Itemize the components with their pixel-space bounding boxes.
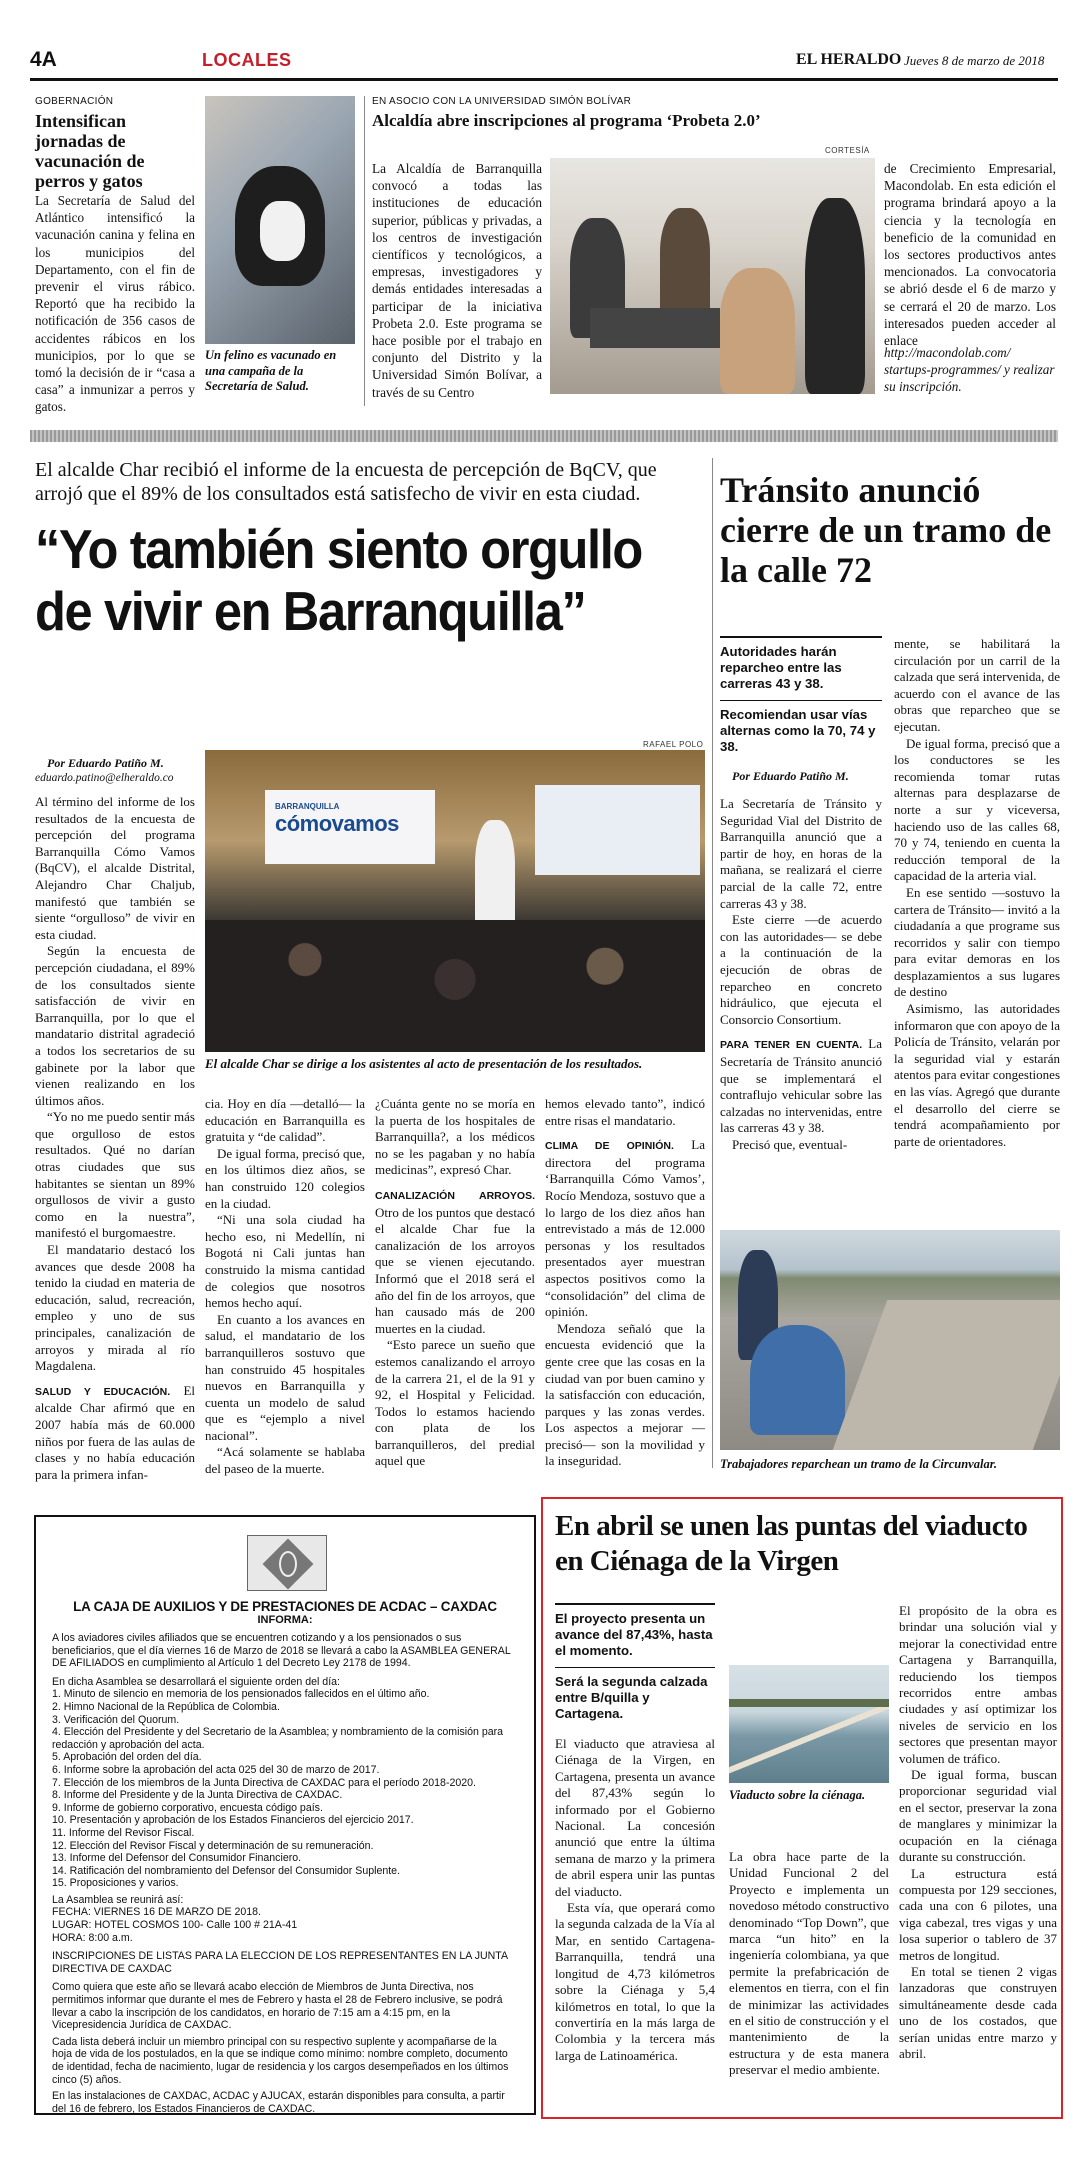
meeting-date: FECHA: VIERNES 16 DE MARZO DE 2018. xyxy=(52,1906,261,1919)
audience xyxy=(205,920,705,1052)
char-col2 xyxy=(205,1096,365,1478)
char-col3 xyxy=(375,1096,535,1470)
meeting-time: HORA: 8:00 a.m. xyxy=(52,1931,133,1944)
char-col1 xyxy=(35,794,195,1483)
ad-paragraph: Como quiera que este año se llevará acabo elección de Miembros de Junta Directiva, nos permitimos informar que durante el mes de Febrero y hasta el 28 de Febrero inclusive, se podrá llevar a cabo la inscripción de los candidatos, en horario de 7:15 am a 4:15 pm, en la Vicepresidencia Jurídica de CAXDAC. xyxy=(52,1981,503,2032)
paragraph: De igual forma, buscan proporcionar seguridad vial en el sector, preservar la zona de manglares y minimizar la ocupación en la ciénaga durante su construcción. xyxy=(899,1767,1057,1865)
story-byline: Por Eduardo Patiño M. xyxy=(47,756,164,770)
paragraph-text: El alcalde Char afirmó que en 2007 había más de 60.000 niños por fuera de las aulas de clases y no había educación para la primera infan- xyxy=(35,1382,195,1482)
story-headline: Intensifican jornadas de vacunación de perros y gatos xyxy=(35,111,145,191)
paragraph: El mandatario destacó los avances que desde 2008 ha tenido la ciudad en materia de educación, salud, recreación, empleo y uno de sus principales, canalización de arroyos y mirada al río Magdalena. xyxy=(35,1242,195,1374)
paragraph: hemos elevado tanto”, indicó entre risas el mandatario. xyxy=(545,1096,705,1128)
viaducto-col1 xyxy=(555,1603,715,2064)
viaducto-col2 xyxy=(729,1849,889,2079)
paragraph: “Ni una sola ciudad ha hecho eso, ni Medellín, ni Bogotá ni Cali juntas han construido la misma cantidad de colegios que nosotros hemos hecho aquí. xyxy=(205,1212,365,1311)
paragraph: Según la encuesta de percepción ciudadana, el 89% de los consultados siente satisfacción de vivir en Barranquilla, por lo que el mandatario distrital agradeció a todos los secretarios de su gabinete por la labor que vienen realizando en los últimos años. xyxy=(35,943,195,1108)
presentation-banner xyxy=(265,790,435,864)
road-workers-photo xyxy=(720,1230,1060,1450)
agenda-item: 4. Elección del Presidente y del Secretario de la Asamblea; y nombramiento de la comisión para redacción y aprobación del acta. xyxy=(52,1726,504,1751)
agenda-item: 11. Informe del Revisor Fiscal. xyxy=(52,1826,195,1839)
story-vaccine xyxy=(35,96,355,415)
section-name: LOCALES xyxy=(202,50,292,70)
meeting-intro: La Asamblea se reunirá así: xyxy=(52,1893,184,1906)
viaduct-structure xyxy=(729,1698,889,1778)
banner-top-text: BARRANQUILLA xyxy=(275,802,340,811)
viaduct-aerial-photo xyxy=(729,1665,889,1783)
transito-col1 xyxy=(720,636,882,1153)
subhead: CANALIZACIÓN ARROYOS. xyxy=(375,1189,535,1202)
person-silhouette xyxy=(720,268,795,394)
paragraph xyxy=(720,1036,882,1137)
probeta-link[interactable]: http://macondolab.com/ startups-programmes/ y realizar su inscripción. xyxy=(884,345,1055,394)
caxdac-ad xyxy=(34,1515,536,2115)
paragraph: “Acá solamente se hablaba del paseo de la muerte. xyxy=(205,1444,365,1477)
story-headline: Tránsito anunció cierre de un tramo de la calle 72 xyxy=(720,470,1052,590)
projection-screen xyxy=(535,785,700,875)
subhead-1: El proyecto presenta un avance del 87,43%, hasta el momento. xyxy=(555,1611,713,1658)
char-col4 xyxy=(545,1096,705,1470)
agenda-item: 14. Ratificación del nombramiento del Defensor del Consumidor Suplente. xyxy=(52,1864,401,1877)
paragraph: El viaducto que atraviesa al Ciénaga de la Virgen, en Cartagena, presenta un avance del 87,43% según lo informado por el Gobierno Nacional. La concesión anunció que entre la última semana de marzo y la primera de abril espera unir las puntas del viaducto. xyxy=(555,1736,715,1899)
column-divider xyxy=(364,96,365,406)
story-headline: Alcaldía abre inscripciones al programa ‘Probeta 2.0’ xyxy=(372,111,761,130)
subhead: PARA TENER EN CUENTA. xyxy=(720,1039,863,1052)
story-byline: Por Eduardo Patiño M. xyxy=(732,769,849,783)
paragraph: ¿Cuánta gente no se moría en la puerta de los hospitales de Barranquilla?, a los médicos no se les pagaban y no había medicinas”, expresó Char. xyxy=(375,1096,535,1178)
agenda-item: 1. Minuto de silencio en memoria de los pensionados fallecidos en el último año. xyxy=(52,1688,430,1701)
worker-figure xyxy=(750,1325,845,1435)
person-silhouette xyxy=(805,198,865,394)
agenda-item: 6. Informe sobre la aprobación del acta 025 del 30 de marzo de 2017. xyxy=(52,1763,380,1776)
ad-title: LA CAJA DE AUXILIOS Y DE PRESTACIONES DE ACDAC – CAXDAC xyxy=(73,1599,497,1614)
paragraph: De igual forma, precisó que, en los últimos diez años, se han construido 120 colegios en la ciudad. xyxy=(205,1145,366,1211)
paragraph: mente, se habilitará la circulación por un carril de la calzada que será intervenida, de acuerdo con el avance de las obras que reparcheo que se ejecutan. xyxy=(894,636,1060,734)
meeting-place: LUGAR: HOTEL COSMOS 100- Calle 100 # 21A-41 xyxy=(52,1919,298,1932)
paragraph: El propósito de la obra es brindar una solución vial y mejorar la conectividad entre Cartagena y Barranquilla, reduciendo los tiempos recorridos entre ambas ciudades y así optimizar los niveles de servicio en los sectores que presentan mayor volumen de tráfico. xyxy=(899,1603,1057,1766)
paragraph-text: Otro de los puntos que destacó el alcalde Char fue la canalización de los arroyos que se vienen ejecutando. Informó que el 2018 será el año del fin de los arroyos, que han causado más de 200 muertes en la ciudad. xyxy=(375,1204,535,1336)
column-divider xyxy=(712,458,713,1468)
story-viaducto xyxy=(541,1497,1063,2119)
section-band xyxy=(30,430,1058,442)
header-rule xyxy=(30,78,1058,81)
probeta-workshop-photo xyxy=(550,158,875,394)
subhead: CLIMA DE OPINIÓN. xyxy=(545,1140,674,1153)
agenda-item: 15. Proposiciones y varios. xyxy=(52,1877,179,1890)
agenda-item: 7. Elección de los miembros de la Junta Directiva de CAXDAC para el período 2018-2020. xyxy=(52,1776,476,1789)
story-char xyxy=(35,458,706,1482)
ad-paragraph: En las instalaciones de CAXDAC, ACDAC y AJUCAX, estarán disponibles para consulta, a partir del 16 de febrero, los Estados Financieros de CAXDAC. xyxy=(52,2090,505,2115)
paragraph: Esta vía, que operará como la segunda calzada de la Vía al Mar, en sentido Cartagena-Barranquilla, tendrá una longitud de 4,73 kilómetros sobre la Ciénaga y 5,4 kilómetros en total, lo que la convertiría en la más larga de Colombia y la tercera más larga de Latinoamérica. xyxy=(555,1900,716,2063)
story-body-col2: de Crecimiento Empresarial, Macondolab. En esta edición el programa brindará apoyo a la ciencia y la tecnología en beneficio de la comunidad en los sectores productivos antes mencionados. La convocatoria se abrió desde el 6 de marzo y se cerrará el 20 de marzo. Los interesados pueden acceder al enlace xyxy=(884,161,1056,349)
story-headline: “Yo también siento orgullo de vivir en Barranquilla” xyxy=(35,518,642,642)
author-email: eduardo.patino@elheraldo.co xyxy=(35,772,174,784)
paragraph: En cuanto a los avances en salud, el mandatario de los barranquilleros sostuvo que han construido 45 hospitales nuevos en Barranquilla y cuenta un modelo de salud que es “ejemplo a nivel nacional”. xyxy=(205,1311,365,1443)
story-probeta xyxy=(372,96,1060,406)
paragraph-text: La directora del programa ‘Barranquilla Cómo Vamos’, Rocío Mendoza, sostuvo que a lo largo de los diez años han entrevistado a más de 12.000 personas y los resultados presentados ayer muestran aspectos positivos como la “consolidación” del clima de opinión. xyxy=(545,1137,706,1320)
paragraph: De igual forma, precisó que a los conductores se les recomienda tomar rutas alternas para desplazarse de norte a sur y viceversa, haciendo uso de las calles 68, 70 y 74, teniendo en cuenta la reducción temporal de la capacidad de la arteria vial. xyxy=(894,735,1060,884)
subhead-rule xyxy=(720,636,882,638)
paragraph: En total se tienen 2 vigas lanzadoras que construyen simultáneamente desde cada uno de los costados, que serían unidas entre marzo y abril. xyxy=(899,1963,1057,2061)
issue-date: Jueves 8 de marzo de 2018 xyxy=(904,53,1045,68)
page-header xyxy=(30,48,1058,74)
cat-face-white xyxy=(260,201,305,261)
agenda-item: 3. Verificación del Quorum. xyxy=(52,1713,180,1726)
subhead-rule xyxy=(555,1603,715,1605)
paragraph: “Esto parece un sueño que estemos canalizando el arroyo de la carrera 21, el de la 91 y 92, el Hospital y Felicidad. Todos lo estamos haciendo con plata de los barranquilleros, del predial aquel que xyxy=(375,1337,535,1469)
paragraph: La Secretaría de Tránsito y Seguridad Vial del Distrito de Barranquilla anunció que a partir de hoy, en horas de la mañana, se realizará el cierre parcial de la calle 72, entre carreras 43 y 38. xyxy=(720,796,882,911)
photo-caption: Viaducto sobre la ciénaga. xyxy=(729,1788,866,1802)
paragraph: “Yo no me puedo sentir más que orgulloso de estos resultados. Qué no darían otras ciudades que sus habitantes se sientan un 89% orgullosos de vivir a gusto como en la nuestra”, manifestó el burgomaestre. xyxy=(35,1109,195,1241)
agenda-list xyxy=(52,1688,518,1890)
agenda-item: 8. Informe del Presidente y de la Junta Directiva de CAXDAC. xyxy=(52,1789,343,1802)
agenda-item: 12. Elección del Revisor Fiscal y determinación de su remuneración. xyxy=(52,1839,374,1852)
photo-caption: Trabajadores reparchean un tramo de la Circunvalar. xyxy=(720,1457,997,1471)
subhead-rule xyxy=(720,700,882,701)
subhead-2: Recomiendan usar vías alternas como la 70, 74 y 38. xyxy=(720,707,876,754)
transito-col2 xyxy=(894,636,1060,1150)
banner-brand-text: cómovamos xyxy=(275,811,399,836)
agenda-item: 13. Informe del Defensor del Consumidor Financiero. xyxy=(52,1852,302,1865)
cat-vaccination-photo xyxy=(205,96,355,344)
agenda-item: 5. Aprobación del orden del día. xyxy=(52,1751,202,1764)
paragraph xyxy=(35,1383,195,1484)
paragraph xyxy=(375,1187,535,1337)
paragraph xyxy=(545,1137,705,1321)
paper-name: EL HERALDO xyxy=(796,51,902,68)
agenda-item: 9. Informe de gobierno corporativo, encuesta código país. xyxy=(52,1801,323,1814)
paragraph: La obra hace parte de la Unidad Funcional 2 del Proyecto e implementa un novedoso método constructivo denominado “Top Down”, que marca “un hito” en la ingeniería colombiana, ya que permite la prefabricación de elementos en tierra, con el fin de minimizar las actividades en el sitio de construcción y el mantenimiento de la estructura y de esta manera preservar el medio ambiente. xyxy=(729,1849,889,2078)
inscription-title: INSCRIPCIONES DE LISTAS PARA LA ELECCION DE LOS REPRESENTANTES EN LA JUNTA DIRECTIVA DE CAXDAC xyxy=(52,1950,508,1975)
story-deck: El alcalde Char recibió el informe de la encuesta de percepción de BqCV, que arrojó que el 89% de los consultados está satisfecho de vivir en esta ciudad. xyxy=(35,459,657,505)
photo-credit: CORTESÍA xyxy=(825,146,870,155)
person-silhouette xyxy=(660,208,710,318)
paragraph-text: La Secretaría de Tránsito anunció que se implementará el contraflujo vehicular sobre las calzadas no intervenidas, entre las carreras 43 y 38. xyxy=(720,1036,882,1136)
story-kicker: EN ASOCIO CON LA UNIVERSIDAD SIMÓN BOLÍVAR xyxy=(372,96,632,107)
agenda-item: 2. Himno Nacional de la República de Colombia. xyxy=(52,1700,280,1713)
story-headline: En abril se unen las puntas del viaducto en Ciénaga de la Virgen xyxy=(555,1510,1028,1577)
ad-subtitle: INFORMA: xyxy=(257,1614,313,1626)
story-body-col1: La Alcaldía de Barranquilla convocó a todas las instituciones de educación superior, públicas y privadas, a los centros de investigación científicos y tecnológicos, a empresas, investigadores y demás entidades interesadas a participar de la iniciativa Probeta 2.0. Este programa se hace posible por el trabajo en conjunto del Distrito y la Universidad Simón Bolívar, a través de su Centro xyxy=(372,161,542,400)
ad-paragraph: Cada lista deberá incluir un miembro principal con su respectivo suplente y acompañarse de la hoja de vida de los postulados, en la que se indique como mínimo: nombre completo, documento de identidad, fecha de nacimiento, lugar de residencia y los cargos desempeñados en los últimos cinco (5) años. xyxy=(52,2035,509,2086)
paragraph: cia. Hoy en día —detalló— la educación en Barranquilla es gratuita y “de calidad”. xyxy=(205,1096,365,1145)
ad-intro: A los aviadores civiles afiliados que se encuentren cotizando y a los pensionados o sus beneficiarios, que el día viernes 16 de Marzo de 2018 se llevará a cabo la ASAMBLEA GENERAL DE AFILIADOS en cumplimiento al Artículo 1 del Decreto Ley 2178 de 1994. xyxy=(52,1632,511,1670)
paragraph: Precisó que, eventual- xyxy=(732,1136,848,1152)
caxdac-logo xyxy=(247,1535,327,1591)
subhead: SALUD Y EDUCACIÓN. xyxy=(35,1385,171,1398)
photo-caption: Un felino es vacunado en una campaña de la Secretaría de Salud. xyxy=(205,348,337,393)
paragraph: La estructura está compuesta por 129 secciones, cada una con 6 pilotes, una viga cabezal, tres vigas y una losa superior o tablero de 37 metros de longitud. xyxy=(899,1865,1057,1963)
char-event-photo xyxy=(205,750,705,1052)
page-number: 4A xyxy=(30,48,57,71)
paragraph: Asimismo, las autoridades informaron que con apoyo de la Policía de Tránsito, velarán por la seguridad vial y estarán atentos para evitar congestiones en las vías. Agregó que durante el desarrollo del cierre se tendrá acompañamiento por parte de orientadores. xyxy=(894,1001,1060,1149)
viaducto-col3 xyxy=(899,1603,1057,2062)
subhead-2: Será la segunda calzada entre B/quilla y Cartagena. xyxy=(555,1674,708,1721)
laptop-screens xyxy=(590,308,720,348)
subhead-rule xyxy=(555,1667,715,1668)
story-transito xyxy=(720,470,1060,1470)
story-body: La Secretaría de Salud del Atlántico intensificó la vacunación canina y felina en los municipios del Departamento, con el fin de prevenir el virus rábico. Reportó que ha recibido la notificación de 356 casos de accidentes rábicos en los municipios, por lo que se tomó la decisión de ir “casa a casa” a inmunizar a perros y gatos. xyxy=(35,193,195,415)
concrete-slab xyxy=(833,1300,1060,1450)
ad-order-intro: En dicha Asamblea se desarrollará el siguiente orden del día: xyxy=(52,1675,340,1688)
paragraph: Este cierre —de acuerdo con las autoridades— se debe a la continuación de la ejecución de obras de reparcheo en concreto hidráulico, que ejecuta el Consorcio Consortium. xyxy=(720,912,882,1027)
logo-ring-icon xyxy=(279,1551,297,1577)
paragraph: Al término del informe de los resultados de la encuesta de percepción del programa Barranquilla Cómo Vamos (BqCV), el alcalde Distrital, Alejandro Char Chaljub, manifestó que también se siente “orgulloso” de vivir en esta ciudad. xyxy=(35,794,195,942)
paragraph: En ese sentido —sostuvo la cartera de Tránsito— invitó a la ciudadanía a que programe sus recorridos y salir con tiempo para evitar demoras en los desplazamientos a sus lugares de destino xyxy=(894,884,1060,1000)
agenda-item: 10. Presentación y aprobación de los Estados Financieros del ejercicio 2017. xyxy=(52,1814,414,1827)
shoreline xyxy=(729,1699,889,1707)
photo-credit: RAFAEL POLO xyxy=(643,740,704,749)
photo-caption: El alcalde Char se dirige a los asistentes al acto de presentación de los resultados. xyxy=(205,1056,643,1071)
story-kicker: GOBERNACIÓN xyxy=(35,96,114,107)
subhead-1: Autoridades harán reparcheo entre las carreras 43 y 38. xyxy=(720,644,842,691)
speaker-figure xyxy=(475,820,515,930)
paragraph: Mendoza señaló que la encuesta evidenció que la gente cree que las cosas en la ciudad van por buen camino y la satisfacción con educación, parques y las zonas verdes. Los aspectos a mejorar —precisó— son la movilidad y la inseguridad. xyxy=(545,1320,705,1469)
